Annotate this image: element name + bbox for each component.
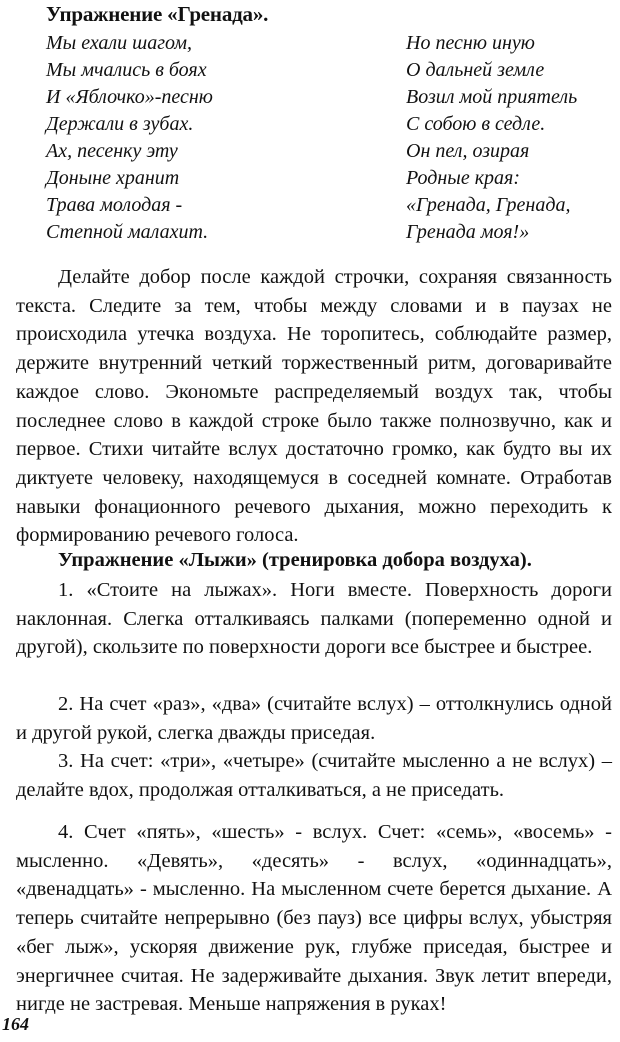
poem-line: Мы ехали шагом,	[46, 32, 193, 54]
exercise-step-3: 3. На счет: «три», «четыре» (считайте мысленно а не вслух) – делайте вдох, продолжая отталкиваться, а не приседать.	[16, 750, 612, 801]
exercise-step-2: 2. На счет «раз», «два» (считайте вслух) – оттолкнулись одной и другой рукой, слегка дважды приседая.	[16, 693, 612, 744]
poem-line: Гренада моя!»	[406, 221, 530, 243]
poem-line: С собою в седле.	[406, 113, 546, 135]
exercise-step-4: 4. Счет «пять», «шесть» - вслух. Счет: «семь», «восемь» - мысленно. «Девять», «десять» - вслух, «одиннадцать», «двенадцать» - мысленно. На мысленном счете берется дыхание. А теперь считайте непрерывно (без пауз) все цифры вслух, убыстряя «бег лыж», ускоряя движение рук, глубже приседая, быстрее и энергичнее считая. Не задерживайте дыхания. Звук летит впереди, нигде не застревая. Меньше напряжения в руках!	[16, 821, 612, 1016]
poem-line: «Гренада, Гренада,	[406, 194, 571, 216]
poem-left-column	[46, 30, 213, 246]
exercise-step-1: 1. «Стоите на лыжах». Ноги вместе. Поверхность дороги наклонная. Слегка отталкиваясь палками (попеременно одной и другой), скользите по поверхности дороги все быстрее и быстрее.	[16, 579, 612, 659]
poem-line: И «Яблочко»-песню	[46, 86, 213, 108]
page-number: 164	[2, 1014, 29, 1034]
poem-line: Степной малахит.	[46, 221, 209, 243]
poem-line: Ах, песенку эту	[46, 140, 178, 162]
poem-line: Он пел, озирая	[406, 140, 530, 162]
poem-right-column	[406, 30, 577, 246]
instruction-paragraph: Делайте добор после каждой строчки, сохраняя связанность текста. Следите за тем, чтобы между словами и в паузах не происходила утечка воздуха. Не торопитесь, соблюдайте размер, держите внутренний четкий торжественный ритм, договаривайте каждое слово. Экономьте распределяемый воздух так, чтобы последнее слово в каждой строке было также полнозвучно, как и первое. Стихи читайте вслух достаточно громко, как будто вы их диктуете человеку, находящемуся в соседней комнате. Отработав навыки фонационного речевого дыхания, можно переходить к формированию речевого голоса.	[16, 266, 612, 547]
poem-line: Мы мчались в боях	[46, 59, 207, 81]
poem-line: Возил мой приятель	[406, 86, 578, 108]
exercise-grenada-title: Упражнение «Гренада».	[46, 2, 269, 26]
poem-line: О дальней земле	[406, 59, 545, 81]
exercise-ski-title: Упражнение «Лыжи» (тренировка добора воздуха).	[58, 549, 532, 571]
poem-line: Но песню иную	[406, 32, 535, 54]
poem-line: Трава молодая -	[46, 194, 183, 216]
poem-line: Доныне хранит	[46, 167, 180, 189]
poem-line: Держали в зубах.	[46, 113, 194, 135]
poem-line: Родные края:	[406, 167, 521, 189]
